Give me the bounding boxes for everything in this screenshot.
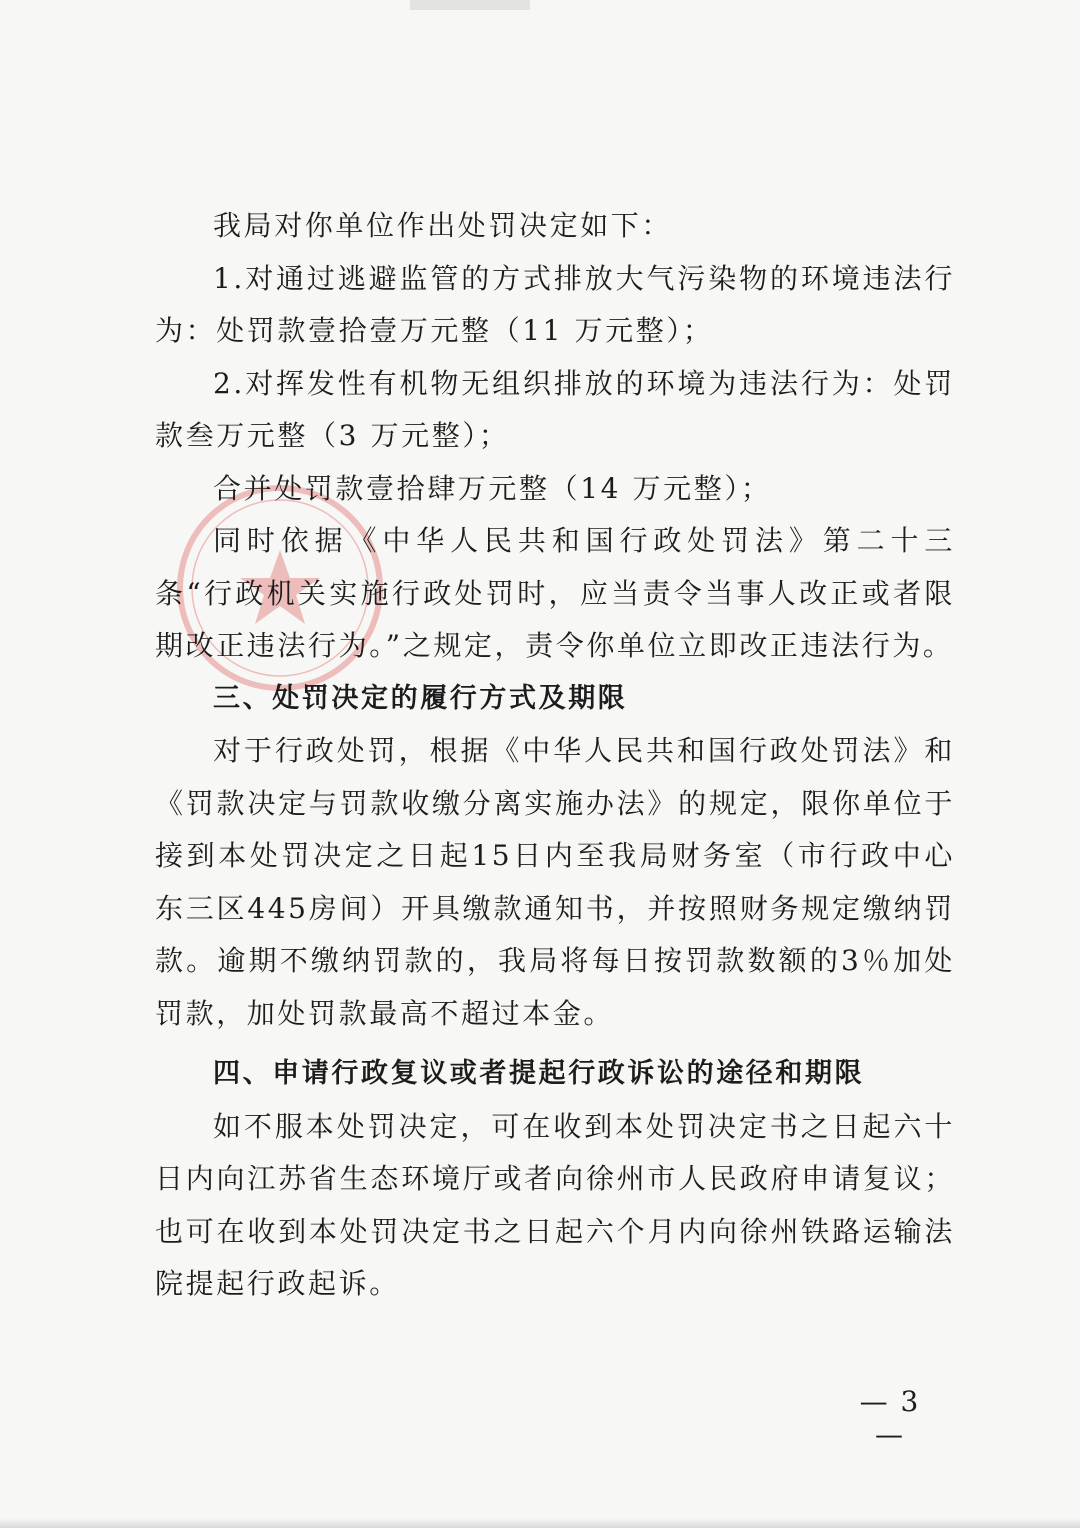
scan-mark <box>410 0 530 10</box>
paragraph-payment-method: 对于行政处罚，根据《中华人民共和国行政处罚法》和《罚款决定与罚款收缴分离实施办法》的规定，限你单位于接到本处罚决定之日起15日内至我局财务室（市行政中心东三区445房间）开具缴款通知书，并按照财务规定缴纳罚款。逾期不缴纳罚款的，我局将每日按罚款数额的3％加处罚款，加处罚款最高不超过本金。 <box>155 734 955 1030</box>
paragraph-correction-order: 同时依据《中华人民共和国行政处罚法》第二十三条“行政机关实施行政处罚时，应当责令当事人改正或者限期改正违法行为。”之规定，责令你单位立即改正违法行为。 <box>155 524 955 662</box>
section-heading-4: 四、申请行政复议或者提起行政诉讼的途径和期限 <box>213 1058 865 1089</box>
page-number: — 3 — <box>859 1385 921 1451</box>
paragraph-decision-intro: 我局对你单位作出处罚决定如下： <box>213 209 673 242</box>
document-body <box>155 200 955 1311</box>
paragraph-appeal-rights: 如不服本处罚决定，可在收到本处罚决定书之日起六十日内向江苏省生态环境厅或者向徐州市人民政府申请复议；也可在收到本处罚决定书之日起六个月内向徐州铁路运输法院提起行政起诉。 <box>155 1109 955 1300</box>
paragraph-combined-penalty: 合并处罚款壹拾肆万元整（14 万元整）； <box>213 471 772 505</box>
paragraph-penalty-1: 1.对通过逃避监管的方式排放大气污染物的环境违法行为：处罚款壹拾壹万元整（11 万元整）； <box>155 261 955 347</box>
paragraph-penalty-2: 2.对挥发性有机物无组织排放的环境为违法行为：处罚款叁万元整（3 万元整）； <box>155 366 955 452</box>
section-heading-3: 三、处罚决定的履行方式及期限 <box>213 682 628 714</box>
scan-edge <box>0 1518 1080 1528</box>
